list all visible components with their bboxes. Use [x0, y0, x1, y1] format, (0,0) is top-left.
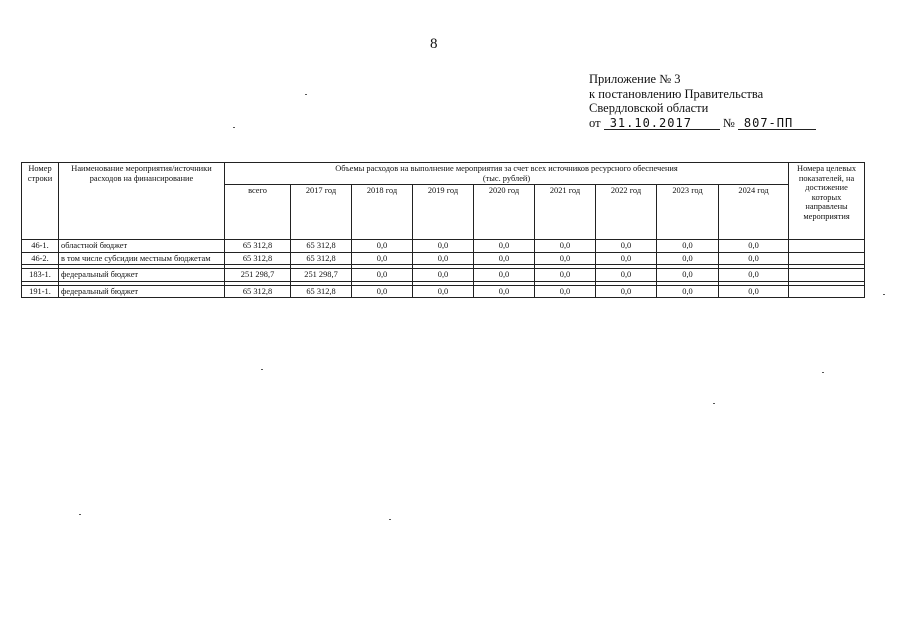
- cell-2024: 0,0: [719, 285, 789, 298]
- header-year-2017: 2017 год: [291, 185, 352, 240]
- cell-2022: 0,0: [596, 240, 657, 253]
- cell-2024: 0,0: [719, 240, 789, 253]
- table-row: [22, 285, 865, 298]
- cell-2023: 0,0: [657, 285, 719, 298]
- appendix-decree: к постановлению Правительства: [589, 86, 764, 101]
- cell-2022: 0,0: [596, 285, 657, 298]
- cell-2018: 0,0: [352, 252, 413, 265]
- appendix-title: Приложение № 3: [589, 72, 681, 86]
- header-year-2022: 2022 год: [596, 185, 657, 240]
- header-year-2018: 2018 год: [352, 185, 413, 240]
- row-number: 191-1.: [22, 285, 59, 298]
- header-volumes-unit: (тыс. рублей): [482, 173, 531, 183]
- cell-2020: 0,0: [474, 252, 535, 265]
- cell-total: 65 312,8: [225, 285, 291, 298]
- cell-2019: 0,0: [413, 285, 474, 298]
- header-row-number: Номер строки: [22, 163, 59, 240]
- cell-2017: 65 312,8: [291, 285, 352, 298]
- page-number: 8: [430, 36, 438, 52]
- decree-number: 807-ПП: [738, 117, 816, 130]
- cell-2020: 0,0: [474, 269, 535, 282]
- row-number: 183-1.: [22, 269, 59, 282]
- header-volumes-title: Объемы расходов на выполнение мероприятия за счет всех источников ресурсного обеспечения: [335, 164, 678, 173]
- table-row: [22, 240, 865, 253]
- cell-2022: 0,0: [596, 252, 657, 265]
- cell-2022: 0,0: [596, 269, 657, 282]
- cell-2023: 0,0: [657, 252, 719, 265]
- cell-2018: 0,0: [352, 269, 413, 282]
- cell-2017: 65 312,8: [291, 252, 352, 265]
- header-year-2019: 2019 год: [413, 185, 474, 240]
- scan-speck: [713, 403, 715, 404]
- cell-2019: 0,0: [413, 240, 474, 253]
- cell-2019: 0,0: [413, 269, 474, 282]
- cell-2023: 0,0: [657, 240, 719, 253]
- cell-2024: 0,0: [719, 269, 789, 282]
- cell-total: 65 312,8: [225, 252, 291, 265]
- scan-speck: [883, 294, 885, 295]
- header-total: всего: [225, 185, 291, 240]
- cell-target: [789, 240, 865, 253]
- cell-2017: 251 298,7: [291, 269, 352, 282]
- cell-target: [789, 285, 865, 298]
- cell-2024: 0,0: [719, 252, 789, 265]
- cell-2021: 0,0: [535, 240, 596, 253]
- row-name: федеральный бюджет: [59, 269, 225, 282]
- row-number: 46-2.: [22, 252, 59, 265]
- cell-total: 65 312,8: [225, 240, 291, 253]
- cell-2021: 0,0: [535, 269, 596, 282]
- header-target: Номера целевых показателей, на достижение которых направлены мероприятия: [789, 163, 865, 240]
- appendix-region: Свердловской области: [589, 101, 709, 115]
- table-row: [22, 269, 865, 282]
- header-year-2020: 2020 год: [474, 185, 535, 240]
- decree-date: 31.10.2017: [604, 117, 720, 130]
- row-name: федеральный бюджет: [59, 285, 225, 298]
- header-year-2023: 2023 год: [657, 185, 719, 240]
- scan-speck: [261, 369, 263, 370]
- row-name: в том числе субсидии местным бюджетам: [59, 252, 225, 265]
- date-prefix: от: [589, 115, 601, 130]
- cell-2018: 0,0: [352, 285, 413, 298]
- cell-total: 251 298,7: [225, 269, 291, 282]
- row-name: областной бюджет: [59, 240, 225, 253]
- header-volumes: [225, 163, 789, 185]
- scan-speck: [389, 519, 391, 520]
- scan-speck: [822, 372, 824, 373]
- header-year-2021: 2021 год: [535, 185, 596, 240]
- header-row-top: [22, 163, 865, 185]
- header-name: Наименование мероприятия/источники расходов на финансирование: [59, 163, 225, 240]
- cell-2020: 0,0: [474, 240, 535, 253]
- cell-2019: 0,0: [413, 252, 474, 265]
- cell-target: [789, 269, 865, 282]
- appendix-block: [589, 72, 816, 130]
- cell-2018: 0,0: [352, 240, 413, 253]
- header-year-2024: 2024 год: [719, 185, 789, 240]
- cell-2017: 65 312,8: [291, 240, 352, 253]
- expenditure-table: [21, 162, 865, 298]
- scan-speck: [79, 514, 81, 515]
- cell-2021: 0,0: [535, 252, 596, 265]
- scan-speck: [233, 127, 235, 128]
- cell-2023: 0,0: [657, 269, 719, 282]
- cell-target: [789, 252, 865, 265]
- number-prefix: №: [722, 115, 735, 130]
- cell-2020: 0,0: [474, 285, 535, 298]
- scan-speck: [305, 94, 307, 95]
- row-number: 46-1.: [22, 240, 59, 253]
- appendix-date-line: [589, 116, 816, 131]
- table-row: [22, 252, 865, 265]
- cell-2021: 0,0: [535, 285, 596, 298]
